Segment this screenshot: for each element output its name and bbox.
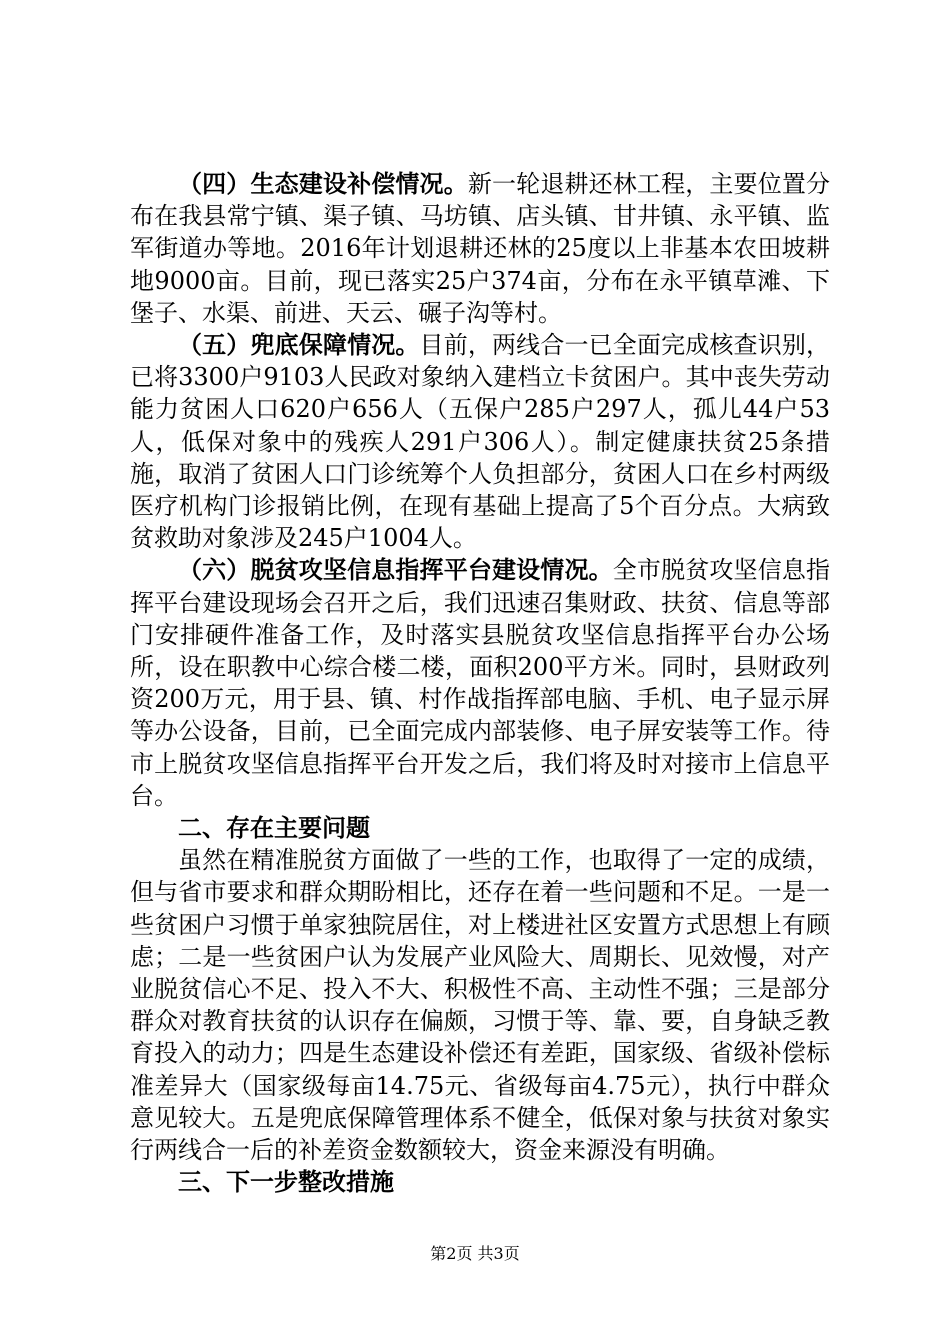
- section-lead: （五）兜底保障情况。: [178, 331, 420, 360]
- section-lead: （四）生态建设补偿情况。: [178, 170, 468, 198]
- section-basic-security: [130, 329, 830, 554]
- section-text: 目前，两线合一已全面完成核查识别，已将3300户9103人民政对象纳入建档立卡贫困户。其中丧失劳动能力贫困人口620户656人（五保户285户297人，孤儿44户53人，低保对象中的残疾人291户306人）。制定健康扶贫25条措施，取消了贫困人口门诊统筹个人负担部分，贫困人口在乡村两级医疗机构门诊报销比例，在现有基础上提高了5个百分点。大病致贫救助对象涉及245户1004人。: [130, 331, 831, 553]
- heading-main-problems: 二、存在主要问题: [178, 814, 370, 843]
- section-text: 新一轮退耕还林工程，主要位置分布在我县常宁镇、渠子镇、马坊镇、店头镇、甘井镇、永平镇、监军街道办等地。2016年计划退耕还林的25度以上非基本农田坡耕地9000亩。目前，现已落实25户374亩，分布在永平镇草滩、下堡子、水渠、前进、天云、碾子沟等村。: [130, 170, 831, 327]
- document-body: [130, 168, 830, 1199]
- section-text: 全市脱贫攻坚信息指挥平台建设现场会召开之后，我们迅速召集财政、扶贫、信息等部门安排硬件准备工作，及时落实县脱贫攻坚信息指挥平台办公场所，设在职教中心综合楼二楼，面积200平方米。同时，县财政列资200万元，用于县、镇、村作战指挥部电脑、手机、电子显示屏等办公设备，目前，已全面完成内部装修、电子屏安装等工作。待市上脱贫攻坚信息指挥平台开发之后，我们将及时对接市上信息平台。: [130, 556, 831, 810]
- section-lead: （六）脱贫攻坚信息指挥平台建设情况。: [178, 556, 613, 585]
- section-info-platform: [130, 554, 830, 812]
- problems-paragraph: 虽然在精准脱贫方面做了一些的工作，也取得了一定的成绩，但与省市要求和群众期盼相比，还存在着一些问题和不足。一是一些贫困户习惯于单家独院居住，对上楼进社区安置方式思想上有顾虑；二是一些贫困户认为发展产业风险大、周期长、见效慢，对产业脱贫信心不足、投入不大、积极性不高、主动性不强；三是部分群众对教育扶贫的认识存在偏颇，习惯于等、靠、要，自身缺乏教育投入的动力；四是生态建设补偿还有差距，国家级、省级补偿标准差异大（国家级每亩14.75元、省级每亩4.75元），执行中群众意见较大。五是兜底保障管理体系不健全，低保对象与扶贫对象实行两线合一后的补差资金数额较大，资金来源没有明确。: [130, 846, 830, 1165]
- heading-next-steps: 三、下一步整改措施: [178, 1168, 394, 1197]
- page-footer: 第2页 共3页: [430, 1244, 520, 1263]
- section-ecological-compensation: [130, 168, 830, 329]
